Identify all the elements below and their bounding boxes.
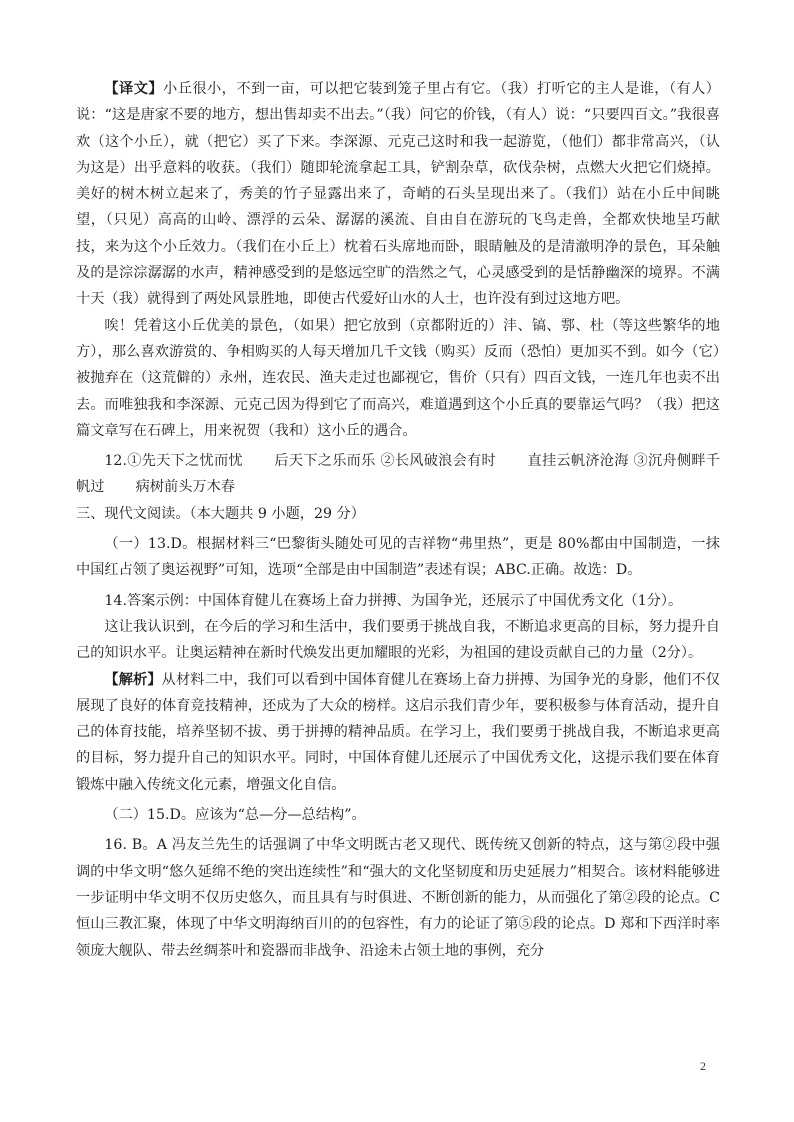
- q15-answer: （二）15.D。应该为“总—分—总结构”。: [104, 807, 366, 824]
- analysis-label: 【解析】: [104, 671, 162, 688]
- analysis-text: 从材料二中，我们可以看到中国体育健儿在赛场上奋力拼搏、为国争光的身影，他们不仅展现了良好的体育竞技精神，还成为了大众的榜样。这启示我们青少年，要积极参与体育活动，提升自己的体育技能，培养坚韧不拔、勇于拼搏的精神品质。在学习上，我们要勇于挑战自我，不断追求更高的目标，努力提升自己的知识水平。同时，中国体育健儿还展示了中国优秀文化，这提示我们要在体育锻炼中融入传统文化元素，增强文化自信。: [76, 671, 720, 793]
- q12-a3: ③沉舟侧畔千帆过: [76, 453, 720, 496]
- q13-answer: （一）13.D。根据材料三“巴黎街头随处可见的吉祥物“弗里热”，更是 80%都由中国制造，一抹中国红占领了奥运视野”可知，选项“全部是由中国制造”表述有误；ABC.正确。故选：D。: [76, 536, 720, 579]
- q12-a2b: 直挂云帆济沧海: [527, 453, 629, 470]
- section-3-heading: 三、现代文阅读。（本大题共 9 小题，29 分）: [76, 505, 365, 522]
- q16-answer: 16. B。A 冯友兰先生的话强调了中华文明既古老又现代、既传统又创新的特点，这与第②段中强调的中华文明“悠久延绵不绝的突出连续性”和“强大的文化坚韧度和历史延展力”相契合。该材料能够进一步证明中华文明不仅历史悠久，而且具有与时俱进、不断创新的能力，从而强化了第②段的论点。C 恒山三教汇聚，体现了中华文明海纳百川的的包容性，有力的论证了第⑤段的论点。D 郑和下西洋时率领庞大舰队、带去丝绸茶叶和瓷器而非战争、沿途未占领土地的事例，充分: [76, 837, 720, 959]
- page-content: [76, 76, 720, 964]
- page-number: 2: [700, 1059, 706, 1073]
- translation-label: 【译文】: [104, 81, 164, 97]
- q14-answer-cont: 这让我认识到，在今后的学习和生活中，我们要勇于挑战自我，不断追求更高的目标，努力提升自己的知识水平。让奥运精神在新时代焕发出更加耀眼的光彩，为祖国的建设贡献自己的力量（2分）。: [76, 618, 720, 662]
- q12-a3b: 病树前头万木春: [135, 479, 235, 496]
- q12-a2: ②长风破浪会有时: [380, 453, 497, 470]
- q14-analysis: [76, 667, 720, 798]
- q12-a1: 12.①先天下之忧而忧: [104, 453, 243, 470]
- translation-text: 小丘很小，不到一亩，可以把它装到笼子里占有它。（我）打听它的主人是谁，（有人）说：“这是唐家不要的地方，想出售却卖不出去。”（我）问它的价钱，（有人）说：“只要四百文。”我很喜欢（这个小丘），就（把它）买了下来。李深源、元克己这时和我一起游览，（他们）都非常高兴，（认为这是）出乎意料的收获。（我们）随即轮流拿起工具，铲割杂草，砍伐杂树，点燃大火把它们烧掉。美好的树木树立起来了，秀美的竹子显露出来了，奇峭的石头呈现出来了。（我们）站在小丘中间眺望，（只见）高高的山岭、漂浮的云朵、潺潺的溪流、自由自在游玩的飞鸟走兽，全都欢快地呈巧献技，来为这个小丘效力。（我们在小丘上）枕着石头席地而卧，眼睛触及的是清澈明净的景色，耳朵触及的是淙淙潺潺的水声，精神感受到的是悠远空旷的浩然之气，心灵感受到的是恬静幽深的境界。不满十天（我）就得到了两处风景胜地，即使古代爱好山水的人士，也许没有到过这地方吧。: [76, 81, 720, 308]
- q12-a1b: 后天下之乐而乐: [274, 453, 376, 470]
- translation-paragraph: [76, 76, 720, 313]
- q12-answer: [76, 448, 720, 501]
- translation-paragraph-2: 唉！凭着这小丘优美的景色，（如果）把它放到（京都附近的）沣、镐、鄠、杜（等这些繁华的地方），那么喜欢游赏的、争相购买的人每天增加几千文钱（购买）反而（恐怕）更加买不到。如今（它）被抛弃在（这荒僻的）永州，连农民、渔夫走过也鄙视它，售价（只有）四百文钱，一连几年也卖不出去。而唯独我和李深源、元克己因为得到它了而高兴，难道遇到这个小丘真的要靠运气吗？（我）把这篇文章写在石碑上，用来祝贺（我和）这小丘的遇合。: [76, 317, 720, 439]
- q14-answer: 14.答案示例：中国体育健儿在赛场上奋力拼搏、为国争光，还展示了中国优秀文化（1分）。: [104, 592, 683, 609]
